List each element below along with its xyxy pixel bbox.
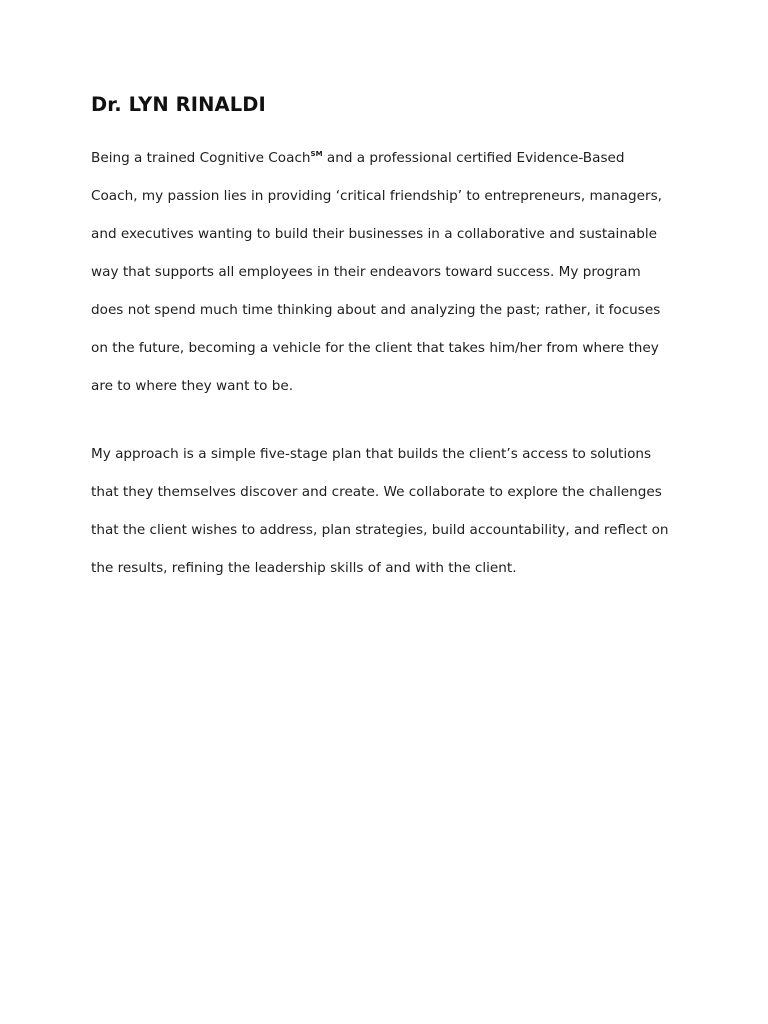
- paragraph-line: that they themselves discover and create. We collaborate to explore the challenges: [91, 484, 662, 500]
- paragraph-line: My approach is a simple five-stage plan that builds the client’s access to solutions: [91, 446, 652, 462]
- bio-paragraph-1: [91, 130, 691, 415]
- paragraph-line: Coach, my passion lies in providing ‘critical friendship’ to entrepreneurs, managers,: [91, 188, 662, 204]
- paragraph-line: the results, refining the leadership skills of and with the client.: [91, 560, 517, 576]
- paragraph-line: are to where they want to be.: [91, 378, 294, 394]
- paragraph-text: Being a trained Cognitive Coach: [91, 150, 311, 166]
- page-title: Dr. LYN RINALDI: [91, 93, 266, 116]
- document-content: [91, 92, 691, 608]
- paragraph-line: that the client wishes to address, plan strategies, build accountability, and reflect on: [91, 522, 669, 538]
- paragraph-line: on the future, becoming a vehicle for the client that takes him/her from where they: [91, 340, 659, 356]
- paragraph-line: does not spend much time thinking about and analyzing the past; rather, it focuses: [91, 302, 661, 318]
- service-mark: SM: [310, 150, 323, 158]
- paragraph-text: and a professional certified Evidence-Based: [322, 150, 625, 166]
- bio-paragraph-2: [91, 426, 691, 597]
- paragraph-line: [91, 149, 691, 168]
- paragraph-line: and executives wanting to build their businesses in a collaborative and sustainable: [91, 226, 658, 242]
- paragraph-line: way that supports all employees in their endeavors toward success. My program: [91, 264, 641, 280]
